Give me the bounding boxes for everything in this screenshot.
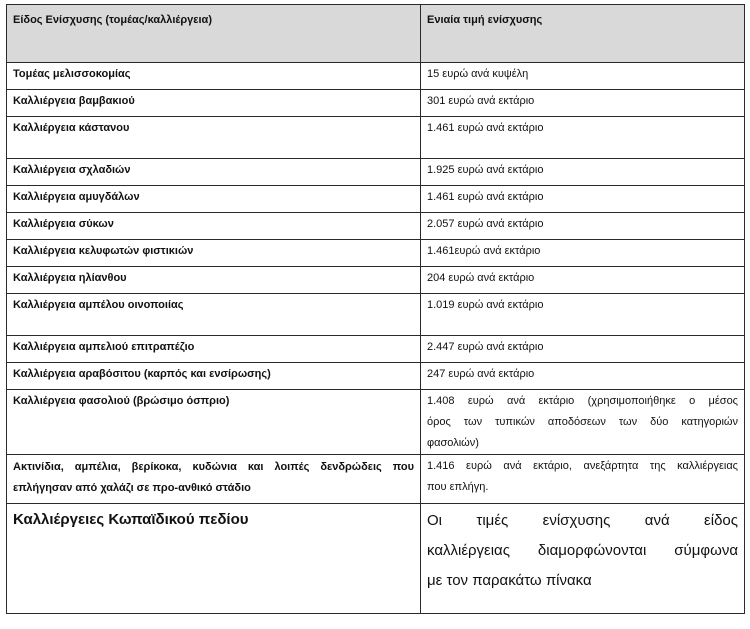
table-row bbox=[7, 213, 745, 240]
support-type-cell: Καλλιέργεια αμπέλου οινοποιίας bbox=[7, 294, 421, 336]
support-type-line: επλήγησαν από χαλάζι σε προ-ανθικό στάδιο bbox=[13, 482, 251, 494]
table-row bbox=[7, 363, 745, 390]
table-header-row bbox=[7, 5, 745, 63]
unit-price-line: Οι τιμές ενίσχυσης ανά είδος bbox=[427, 512, 738, 529]
table-row bbox=[7, 504, 745, 614]
table-row bbox=[7, 90, 745, 117]
unit-price-line: όρος των τυπικών αποδόσεων των δύο κατηγοριών bbox=[427, 416, 738, 428]
unit-price-cell bbox=[421, 504, 745, 614]
table-row bbox=[7, 336, 745, 363]
support-type-cell: Καλλιέργεια αραβόσιτου (καρπός και ενσίρωσης) bbox=[7, 363, 421, 390]
unit-price-line: 1.416 ευρώ ανά εκτάριο, ανεξάρτητα της καλλιέργειας bbox=[427, 460, 738, 472]
header-unit-price: Ενιαία τιμή ενίσχυσης bbox=[421, 5, 745, 63]
unit-price-cell: 301 ευρώ ανά εκτάριο bbox=[421, 90, 745, 117]
support-type-cell: Καλλιέργεια φασολιού (βρώσιμο όσπριο) bbox=[7, 390, 421, 455]
support-type-cell: Καλλιέργειες Κωπαϊδικού πεδίου bbox=[7, 504, 421, 614]
support-type-cell: Καλλιέργεια ηλίανθου bbox=[7, 267, 421, 294]
table-row bbox=[7, 267, 745, 294]
unit-price-cell: 1.019 ευρώ ανά εκτάριο bbox=[421, 294, 745, 336]
table-row bbox=[7, 186, 745, 213]
unit-price-cell bbox=[421, 390, 745, 455]
support-type-cell: Καλλιέργεια κάστανου bbox=[7, 117, 421, 159]
support-type-cell: Καλλιέργεια αμπελιού επιτραπέζιο bbox=[7, 336, 421, 363]
unit-price-cell: 1.461 ευρώ ανά εκτάριο bbox=[421, 186, 745, 213]
table-row bbox=[7, 63, 745, 90]
unit-price-cell: 1.461ευρώ ανά εκτάριο bbox=[421, 240, 745, 267]
table-row bbox=[7, 240, 745, 267]
unit-price-line: καλλιέργειας διαμορφώνονται σύμφωνα bbox=[427, 542, 738, 559]
unit-price-cell bbox=[421, 455, 745, 504]
support-type-cell: Καλλιέργεια κελυφωτών φιστικιών bbox=[7, 240, 421, 267]
unit-price-line: 1.408 ευρώ ανά εκτάριο (χρησιμοποιήθηκε ο μέσος bbox=[427, 395, 738, 407]
unit-price-cell: 2.057 ευρώ ανά εκτάριο bbox=[421, 213, 745, 240]
support-type-cell bbox=[7, 455, 421, 504]
unit-price-line: με τον παρακάτω πίνακα bbox=[427, 572, 592, 589]
table-row bbox=[7, 294, 745, 336]
support-type-cell: Καλλιέργεια βαμβακιού bbox=[7, 90, 421, 117]
table-row bbox=[7, 455, 745, 504]
table-row bbox=[7, 390, 745, 455]
table-row bbox=[7, 159, 745, 186]
header-support-type: Είδος Ενίσχυσης (τομέας/καλλιέργεια) bbox=[7, 5, 421, 63]
unit-price-line: φασολιών) bbox=[427, 437, 479, 449]
unit-price-cell: 247 ευρώ ανά εκτάριο bbox=[421, 363, 745, 390]
support-type-cell: Τομέας μελισσοκομίας bbox=[7, 63, 421, 90]
support-rates-table bbox=[6, 4, 745, 614]
unit-price-line: που επλήγη. bbox=[427, 481, 489, 493]
support-type-cell: Καλλιέργεια αμυγδάλων bbox=[7, 186, 421, 213]
unit-price-cell: 1.461 ευρώ ανά εκτάριο bbox=[421, 117, 745, 159]
table-row bbox=[7, 117, 745, 159]
unit-price-cell: 2.447 ευρώ ανά εκτάριο bbox=[421, 336, 745, 363]
unit-price-cell: 15 ευρώ ανά κυψέλη bbox=[421, 63, 745, 90]
unit-price-cell: 204 ευρώ ανά εκτάριο bbox=[421, 267, 745, 294]
support-type-line: Ακτινίδια, αμπέλια, βερίκοκα, κυδώνια και λοιπές δενδρώδεις που bbox=[13, 461, 414, 473]
support-type-cell: Καλλιέργεια σύκων bbox=[7, 213, 421, 240]
unit-price-cell: 1.925 ευρώ ανά εκτάριο bbox=[421, 159, 745, 186]
support-type-cell: Καλλιέργεια σχλαδιών bbox=[7, 159, 421, 186]
